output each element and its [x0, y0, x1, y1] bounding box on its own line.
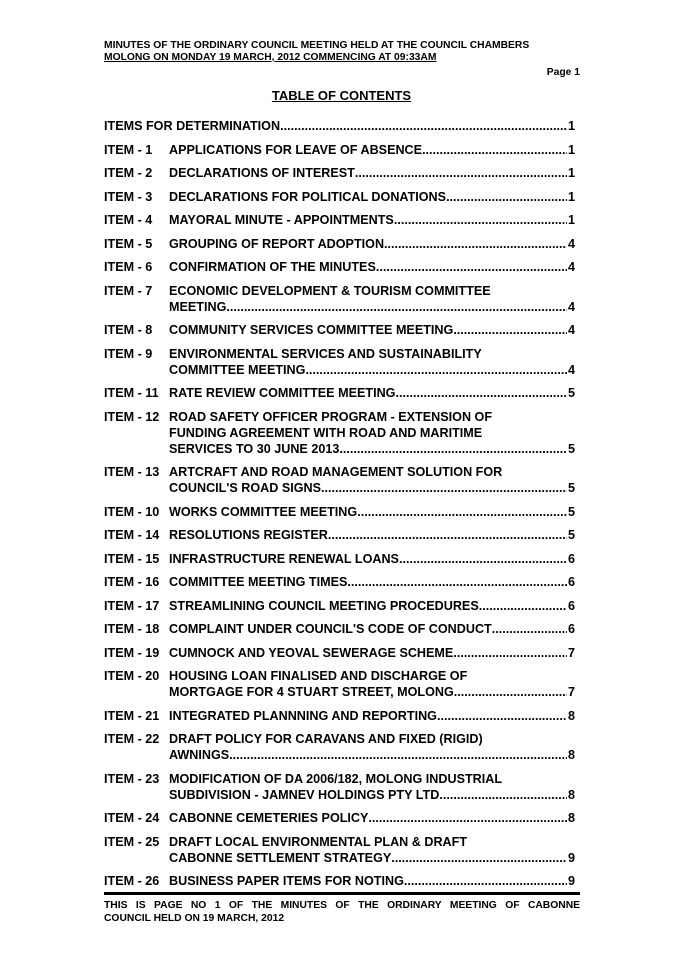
dot-leader	[328, 527, 567, 543]
toc-entry[interactable]	[104, 346, 575, 378]
toc-page-number: 4	[567, 362, 575, 377]
document-footer	[104, 900, 580, 925]
toc-item-text	[169, 574, 575, 590]
toc-page-number: 8	[567, 748, 575, 762]
toc-item-text	[169, 212, 575, 228]
dot-leader	[226, 299, 567, 315]
dot-leader	[347, 574, 567, 590]
toc-page-number: 6	[567, 551, 575, 566]
toc-page-number: 7	[567, 645, 575, 660]
toc-entry[interactable]	[104, 464, 575, 496]
dot-leader	[394, 212, 567, 228]
toc-item-text	[169, 551, 575, 567]
toc-item-number: ITEM - 23	[104, 771, 160, 786]
toc-item-title-line: COMPLAINT UNDER COUNCIL'S CODE OF CONDUCT	[169, 622, 492, 636]
toc-item-number: ITEM - 2	[104, 166, 153, 180]
toc-page-number: 1	[567, 213, 575, 227]
toc-entry[interactable]	[104, 283, 575, 315]
toc-page-number: 8	[567, 787, 575, 802]
toc-page-number: 6	[567, 575, 575, 589]
toc-item-number: ITEM - 16	[104, 575, 160, 589]
toc-item-text	[169, 731, 575, 763]
toc-item-number: ITEM - 20	[104, 669, 160, 683]
toc-entry[interactable]	[104, 212, 575, 228]
toc-item-title-line: COMMITTEE MEETING	[169, 362, 306, 377]
toc-item-text	[169, 708, 575, 724]
toc-item-text	[169, 165, 575, 181]
dot-leader	[395, 385, 567, 401]
toc-entry[interactable]	[104, 834, 575, 866]
footer-divider	[104, 892, 580, 895]
dot-leader	[492, 621, 567, 637]
toc-page-number: 9	[567, 850, 575, 865]
toc-page-number: 5	[567, 441, 575, 456]
toc-item-number: ITEM - 7	[104, 283, 153, 298]
toc-item-title-line: ENVIRONMENTAL SERVICES AND SUSTAINABILITY	[169, 346, 482, 361]
toc-item-text	[169, 645, 575, 661]
toc-page-number: 1	[567, 166, 575, 180]
toc-item-text	[169, 464, 575, 496]
page-number: Page 1	[546, 67, 580, 78]
toc-item-text	[169, 834, 575, 866]
toc-item-number: ITEM - 22	[104, 732, 160, 746]
dot-leader	[384, 236, 567, 252]
toc-item-title-line: COMMUNITY SERVICES COMMITTEE MEETING	[169, 323, 454, 337]
toc-item-number: ITEM - 17	[104, 598, 160, 613]
toc-item-title-line: HOUSING LOAN FINALISED AND DISCHARGE OF	[169, 669, 468, 683]
toc-page-number: 4	[567, 323, 575, 337]
toc-entry[interactable]	[104, 118, 575, 134]
dot-leader	[453, 645, 567, 661]
toc-entry[interactable]	[104, 165, 575, 181]
toc-item-title-line: APPLICATIONS FOR LEAVE OF ABSENCE	[169, 142, 423, 157]
toc-title: TABLE OF CONTENTS	[271, 88, 412, 103]
toc-item-title-line: RATE REVIEW COMMITTEE MEETING	[169, 386, 396, 400]
toc-entry[interactable]	[104, 236, 575, 252]
toc-item-text	[169, 527, 575, 543]
toc-item-text	[169, 409, 575, 457]
header-line-2: MOLONG ON MONDAY 19 MARCH, 2012 COMMENCING AT 09:33AM	[104, 52, 437, 63]
toc-item-title-line: ROAD SAFETY OFFICER PROGRAM - EXTENSION OF	[169, 409, 493, 424]
document-header	[104, 40, 580, 64]
table-of-contents	[104, 118, 575, 897]
dot-leader	[446, 189, 567, 205]
toc-page-number: 1	[567, 119, 575, 133]
dot-leader	[391, 850, 567, 866]
toc-item-text	[169, 771, 575, 803]
toc-item-title-line: BUSINESS PAPER ITEMS FOR NOTING	[169, 874, 404, 888]
toc-item-title-line: CABONNE CEMETERIES POLICY	[169, 811, 369, 825]
footer-line-1: THIS IS PAGE NO 1 OF THE MINUTES OF THE ORDINARY MEETING OF CABONNE	[104, 900, 580, 911]
dot-leader	[355, 165, 567, 181]
toc-item-title-line: RESOLUTIONS REGISTER	[169, 528, 328, 542]
toc-item-number: ITEM - 3	[104, 189, 153, 204]
toc-entry[interactable]	[104, 189, 575, 205]
toc-item-text	[169, 259, 575, 275]
toc-item-text	[169, 142, 575, 158]
toc-entry[interactable]	[104, 731, 575, 763]
toc-page-number: 5	[567, 386, 575, 400]
toc-entry[interactable]	[104, 409, 575, 457]
toc-page-number: 7	[567, 685, 575, 699]
toc-item-title-line: DECLARATIONS FOR POLITICAL DONATIONS	[169, 189, 447, 204]
toc-entry[interactable]	[104, 708, 575, 724]
toc-item-title-line: ARTCRAFT AND ROAD MANAGEMENT SOLUTION FOR	[169, 465, 503, 479]
toc-item-title-line: MAYORAL MINUTE - APPOINTMENTS	[169, 213, 394, 227]
toc-item-title-line: MODIFICATION OF DA 2006/182, MOLONG INDUSTRIAL	[169, 771, 503, 786]
toc-item-title-line: MEETING	[169, 299, 227, 314]
toc-item-text	[169, 810, 575, 826]
toc-entry[interactable]	[104, 527, 575, 543]
toc-entry[interactable]	[104, 598, 575, 614]
toc-item-number: ITEM - 24	[104, 811, 160, 825]
toc-item-number: ITEM - 4	[104, 213, 153, 227]
toc-entry[interactable]	[104, 645, 575, 661]
toc-item-number: ITEM - 5	[104, 236, 153, 251]
toc-entry[interactable]	[104, 574, 575, 590]
toc-page-number: 8	[567, 811, 575, 825]
toc-page-number: 1	[567, 189, 575, 204]
toc-item-title-line: FUNDING AGREEMENT WITH ROAD AND MARITIME	[169, 425, 483, 440]
toc-item-title-line: CONFIRMATION OF THE MINUTES	[169, 260, 376, 274]
toc-entry[interactable]	[104, 810, 575, 826]
toc-item-text	[169, 189, 575, 205]
toc-item-number: ITEM - 11	[104, 386, 159, 400]
toc-page-number: 6	[567, 598, 575, 613]
toc-item-title-line: DRAFT POLICY FOR CARAVANS AND FIXED (RIGID)	[169, 732, 483, 746]
toc-item-number: ITEM - 12	[104, 409, 160, 424]
toc-item-text	[169, 621, 575, 637]
toc-item-title-line: CUMNOCK AND YEOVAL SEWERAGE SCHEME	[169, 645, 454, 660]
toc-item-number: ITEM - 6	[104, 260, 153, 274]
toc-entry[interactable]	[104, 322, 575, 338]
toc-entry[interactable]	[104, 259, 575, 275]
dot-leader	[454, 684, 567, 700]
toc-item-text	[169, 236, 575, 252]
toc-item-text	[169, 668, 575, 700]
toc-entry[interactable]	[104, 551, 575, 567]
toc-item-text	[169, 873, 575, 889]
toc-item-title-line: STREAMLINING COUNCIL MEETING PROCEDURES	[169, 598, 479, 613]
toc-entry[interactable]	[104, 142, 575, 158]
toc-item-number: ITEM - 14	[104, 528, 160, 542]
toc-item-number: ITEM - 8	[104, 323, 153, 337]
dot-leader	[357, 504, 567, 520]
toc-item-title-line: SERVICES TO 30 JUNE 2013.	[169, 441, 343, 456]
toc-item-title-line: AWNINGS	[169, 748, 230, 762]
toc-item-title-line: ITEMS FOR DETERMINATION	[104, 119, 281, 133]
toc-item-text	[169, 283, 575, 315]
toc-item-number: ITEM - 18	[104, 622, 160, 636]
toc-page-number: 6	[567, 622, 575, 636]
toc-item-number: ITEM - 13	[104, 465, 160, 479]
dot-leader	[343, 441, 567, 457]
toc-item-number: ITEM - 1	[104, 142, 153, 157]
toc-item-text	[169, 598, 575, 614]
footer-line-2: COUNCIL HELD ON 19 MARCH, 2012	[104, 912, 285, 924]
toc-entry[interactable]	[104, 873, 575, 889]
toc-page-number: 4	[567, 260, 575, 274]
dot-leader	[453, 322, 567, 338]
toc-item-text	[104, 118, 575, 134]
toc-page-number: 4	[567, 236, 575, 251]
toc-page-number: 5	[567, 528, 575, 542]
toc-entry[interactable]	[104, 668, 575, 700]
toc-entry[interactable]	[104, 385, 575, 401]
toc-item-number: ITEM - 19	[104, 645, 160, 660]
toc-item-number: ITEM - 21	[104, 708, 160, 723]
dot-leader	[422, 142, 567, 158]
toc-entry[interactable]	[104, 621, 575, 637]
dot-leader	[479, 598, 567, 614]
toc-item-text	[169, 385, 575, 401]
dot-leader	[437, 708, 567, 724]
toc-page-number: 8	[567, 708, 575, 723]
toc-item-title-line: GROUPING OF REPORT ADOPTION	[169, 236, 385, 251]
toc-item-title-line: MORTGAGE FOR 4 STUART STREET, MOLONG	[169, 685, 454, 699]
toc-item-number: ITEM - 9	[104, 346, 153, 361]
toc-item-title-line: DRAFT LOCAL ENVIRONMENTAL PLAN & DRAFT	[169, 834, 468, 849]
toc-item-number: ITEM - 15	[104, 551, 160, 566]
toc-page-number: 1	[567, 142, 575, 157]
toc-item-number: ITEM - 26	[104, 874, 160, 888]
toc-page-number: 5	[567, 481, 575, 495]
toc-item-title-line: ECONOMIC DEVELOPMENT & TOURISM COMMITTEE	[169, 283, 491, 298]
dot-leader	[305, 362, 567, 378]
toc-item-number: ITEM - 25	[104, 834, 160, 849]
toc-item-number: ITEM - 10	[104, 504, 160, 519]
dot-leader	[321, 480, 567, 496]
toc-item-title-line: CABONNE SETTLEMENT STRATEGY	[169, 850, 392, 865]
toc-page-number: 9	[567, 874, 575, 888]
toc-item-title-line: DECLARATIONS OF INTEREST	[169, 166, 355, 180]
dot-leader	[439, 787, 567, 803]
toc-item-title-line: INFRASTRUCTURE RENEWAL LOANS	[169, 551, 399, 566]
toc-item-title-line: COUNCIL'S ROAD SIGNS	[169, 481, 322, 495]
toc-item-text	[169, 322, 575, 338]
toc-entry[interactable]	[104, 771, 575, 803]
toc-page-number: 4	[567, 299, 575, 314]
toc-item-title-line: WORKS COMMITTEE MEETING	[169, 504, 358, 519]
dot-leader	[280, 118, 567, 134]
toc-item-text	[169, 504, 575, 520]
dot-leader	[368, 810, 567, 826]
dot-leader	[404, 873, 567, 889]
toc-item-title-line: SUBDIVISION - JAMNEV HOLDINGS PTY LTD	[169, 787, 440, 802]
dot-leader	[399, 551, 567, 567]
toc-item-title-line: INTEGRATED PLANNNING AND REPORTING	[169, 708, 437, 723]
dot-leader	[229, 747, 567, 763]
header-line-1: MINUTES OF THE ORDINARY COUNCIL MEETING HELD AT THE COUNCIL CHAMBERS	[104, 40, 530, 51]
toc-item-text	[169, 346, 575, 378]
toc-page-number: 5	[567, 504, 575, 519]
toc-entry[interactable]	[104, 504, 575, 520]
dot-leader	[376, 259, 567, 275]
toc-item-title-line: COMMITTEE MEETING TIMES	[169, 575, 348, 589]
